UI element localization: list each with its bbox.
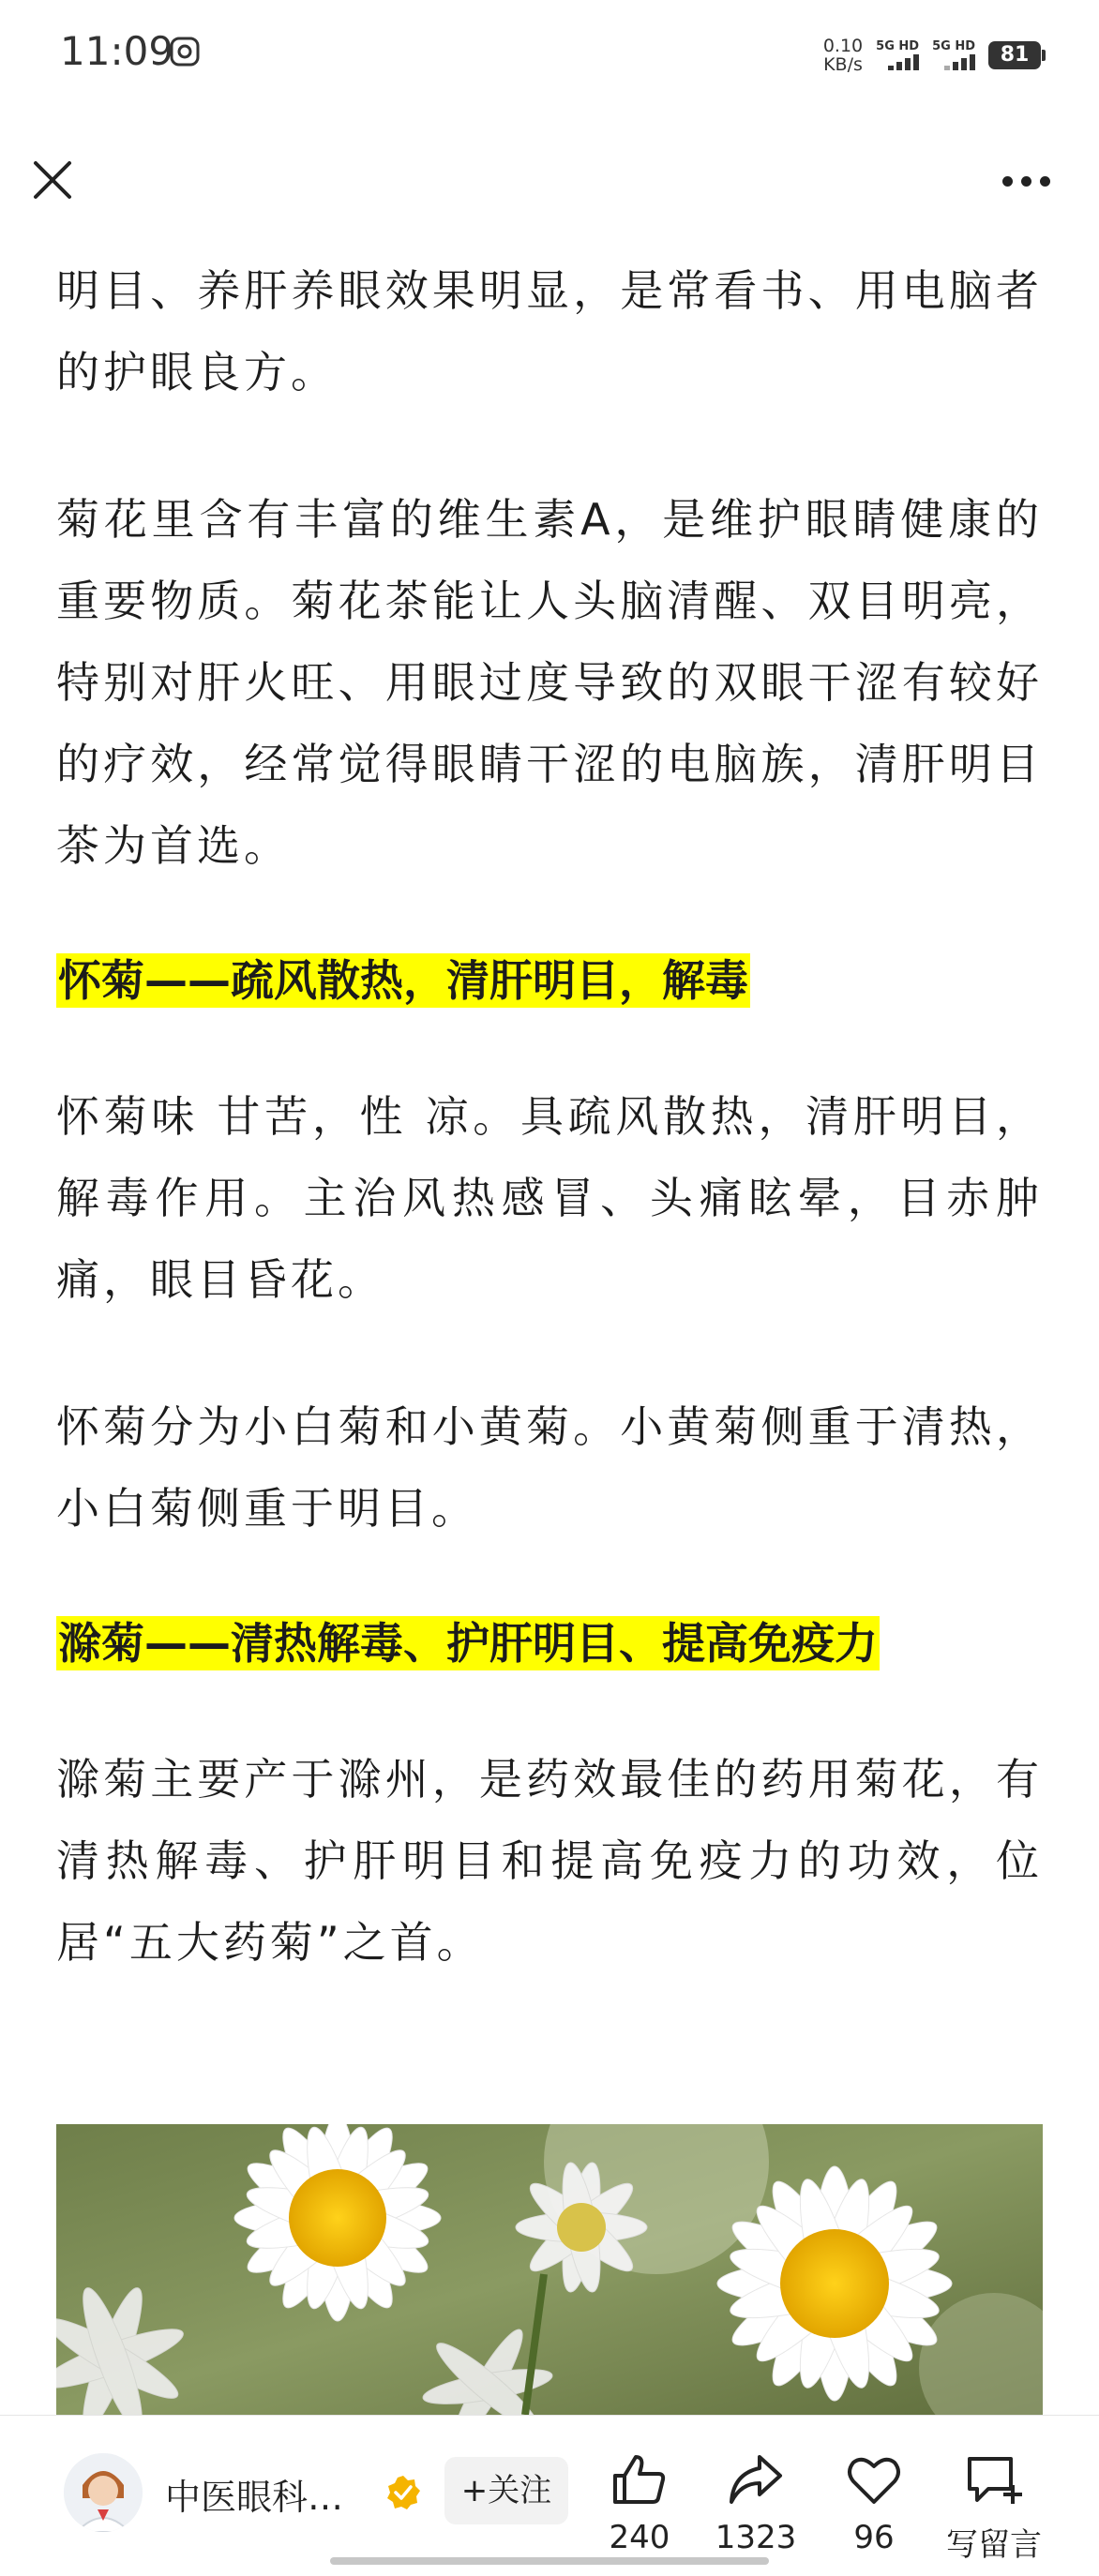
status-bar	[0, 0, 1099, 112]
sim1-signal: 5G HD	[876, 40, 919, 70]
article-paragraph: 明目、养肝养眼效果明显，是常看书、用电脑者的护眼良方。	[56, 265, 1043, 397]
author-name[interactable]: 中医眼科…	[165, 2477, 344, 2518]
chrysanthemum-illustration	[56, 2124, 1043, 2415]
notification-app-icon	[169, 36, 201, 67]
write-comment-button[interactable]	[936, 2453, 1052, 2565]
signal-bars-icon	[888, 53, 919, 70]
section-heading-chuju: 滁菊——清热解毒、护肝明目、提高免疫力	[58, 1618, 878, 1669]
author-avatar[interactable]	[64, 2453, 143, 2532]
share-button[interactable]	[700, 2453, 812, 2556]
article-paragraph: 滁菊主要产于滁州，是药效最佳的药用菊花，有清热解毒、护肝明目和提高免疫力的功效，位居“五大药菊”之首。	[56, 1754, 1043, 1968]
top-nav	[0, 112, 1099, 234]
section-heading-huaiju: 怀菊——疏风散热，清肝明目，解毒	[58, 955, 748, 1006]
bottom-action-bar	[0, 2415, 1099, 2576]
avatar-portrait-icon	[64, 2453, 143, 2532]
status-time: 11:09	[60, 28, 174, 74]
follow-button[interactable]: +关注	[444, 2457, 568, 2524]
share-count: 1323	[715, 2519, 797, 2556]
favorite-count: 96	[853, 2519, 895, 2556]
close-icon[interactable]	[30, 157, 75, 202]
battery-indicator: 81	[988, 41, 1041, 69]
sim2-signal: 5G HD	[932, 40, 975, 70]
verified-badge-icon	[384, 2474, 422, 2511]
home-indicator[interactable]	[330, 2557, 769, 2565]
article-paragraph: 菊花里含有丰富的维生素A，是维护眼睛健康的重要物质。菊花茶能让人头脑清醒、双目明亮，特别对肝火旺、用眼过度导致的双眼干涩有较好的疗效，经常觉得眼睛干涩的电脑族，清肝明目茶为首选。	[56, 494, 1043, 871]
article-paragraph: 怀菊味 甘苦，性 凉。具疏风散热，清肝明目，解毒作用。主治风热感冒、头痛眩晕，目赤肿痛，眼目昏花。	[56, 1091, 1043, 1305]
chrysanthemum-image[interactable]	[56, 2124, 1043, 2415]
network-speed: 0.10 KB/s	[822, 36, 864, 75]
article-paragraph: 怀菊分为小白菊和小黄菊。小黄菊侧重于清热，小白菊侧重于明目。	[56, 1401, 1043, 1534]
signal-bars-icon	[944, 53, 975, 70]
more-icon[interactable]	[1002, 176, 1050, 187]
heart-icon	[846, 2453, 902, 2506]
share-arrow-icon	[728, 2453, 784, 2506]
article-body	[56, 187, 1043, 2409]
status-indicators	[823, 32, 1041, 79]
comment-icon	[964, 2453, 1024, 2506]
like-button[interactable]	[583, 2453, 696, 2556]
write-comment-label: 写留言	[946, 2526, 1042, 2564]
thumbs-up-icon	[611, 2453, 668, 2506]
like-count: 240	[609, 2519, 670, 2556]
favorite-button[interactable]	[818, 2453, 930, 2556]
